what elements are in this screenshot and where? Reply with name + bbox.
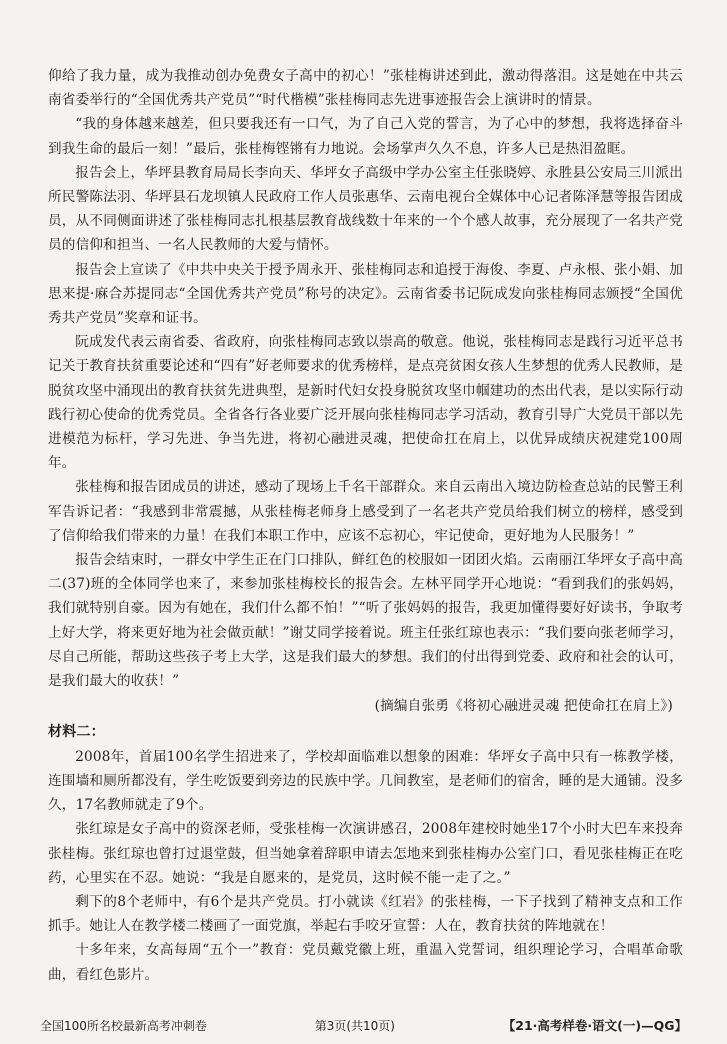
paragraph-3: 报告会上，华坪县教育局局长李向天、华坪女子高级中学办公室主任张晓婷、永胜县公安局三川派出所民警陈法羽、华坪县石龙坝镇人民政府工作人员张惠华、云南电视台全媒体中心记者陈泽慧等报告团成员，从不同侧面讲述了张桂梅同志扎根基层教育战线数十年来的一个个感人故事，充分展现了一名共产党员的信仰和担当、一名人民教师的大爱与情怀。 [48, 164, 683, 254]
paragraph-1: 仰给了我力量，成为我推动创办免费女子高中的初心！”张桂梅讲述到此，激动得落泪。这是她在中共云南省委举行的“全国优秀共产党员”“时代楷模”张桂梅同志先进事迹报告会上演讲时的情景。 [48, 68, 683, 109]
paragraph-9: 张红琼是女子高中的资深老师，受张桂梅一次演讲感召，2008年建校时她坐17个小时大巴车来投奔张桂梅。张红琼也曾打过退堂鼓，但当她拿着辞职申请去怎地来到张桂梅办公室门口，看见张桂梅正在吃药，心里实在不忍。她说：“我是自愿来的，是党员，这时候不能一走了之。” [48, 821, 683, 886]
page-footer [40, 1016, 687, 1034]
footer-paper-code: 【21·高考样卷·语文(一)—QG】 [502, 1018, 687, 1033]
article-body [48, 64, 683, 987]
paragraph-10: 剩下的8个老师中，有6个是共产党员。打小就读《红岩》的张桂梅，一下子找到了精神支点和工作抓手。她让人在教学楼二楼画了一面党旗，举起右手咬牙宣誓：人在，教育扶贫的阵地就在！ [48, 893, 683, 935]
footer-exam-series: 全国100所名校最新高考冲刺卷 [40, 1019, 207, 1033]
footer-page-number: 第3页(共10页) [314, 1019, 395, 1033]
section-heading-material-2: 材料二： [48, 724, 105, 741]
paragraph-4: 报告会上宣读了《中共中央关于授予周永开、张桂梅同志和追授于海俊、李夏、卢永根、张小娟、加思来提·麻合苏提同志“全国优秀共产党员”称号的决定》。云南省委书记阮成发向张桂梅同志颁授“全国优秀共产党员”奖章和证书。 [48, 261, 683, 327]
paragraph-5: 阮成发代表云南省委、省政府，向张桂梅同志致以崇高的敬意。他说，张桂梅同志是践行习近平总书记关于教育扶贫重要论述和“四有”好老师要求的优秀榜样，是点亮贫困女孩人生梦想的优秀人民教师，是脱贫攻坚中涌现出的教育扶贫先进典型，是新时代妇女投身脱贫攻坚巾帼建功的杰出代表，是以实际行动践行初心使命的优秀党员。全省各行各业要广泛开展向张桂梅同志学习活动，教育引导广大党员干部以先进模范为标杆，学习先进、争当先进，将初心融进灵魂，把使命扛在肩上，以优异成绩庆祝建党100周年。 [48, 334, 684, 472]
source-citation: (摘编自张勇《将初心融进灵魂 把使命扛在肩上》) [374, 698, 673, 715]
paragraph-8: 2008年，首届100名学生招进来了，学校却面临难以想象的困难：华坪女子高中只有一栋教学楼，连围墙和厕所都没有，学生吃饭要到旁边的民族中学。几间教室，是老师们的宿舍，睡的是大通铺。没多久，17名教师就走了9个。 [48, 748, 683, 814]
paragraph-7: 报告会结束时，一群女中学生正在门口排队，鲜红色的校服如一团团火焰。云南丽江华坪女子高中高二(37)班的全体同学也来了，来参加张桂梅校长的报告会。左林平同学开心地说：“看到我们的张妈妈，我们就特别自豪。因为有她在，我们什么都不怕！”“听了张妈妈的报告，我更加懂得要好好读书，争取考上好大学，将来更好地为社会做贡献！”谢艾同学接着说。班主任张红琼也表示：“我们要向张老师学习，尽自己所能，帮助这些孩子考上大学，这是我们最大的梦想。我们的付出得到党委、政府和社会的认可，是我们最大的收获！” [48, 552, 684, 690]
paragraph-6: 张桂梅和报告团成员的讲述，感动了现场上千名干部群众。来自云南出入境边防检查总站的民警王利军告诉记者：“我感到非常震撼，从张桂梅老师身上感受到了一名老共产党员给我们树立的榜样，感受到了信仰给我们带来的力量！在我们本职工作中，应该不忘初心，牢记使命，更好地为人民服务！” [48, 479, 683, 544]
paragraph-11: 十多年来，女高每周“五个一”教育：党员戴党徽上班，重温入党誓词，组织理论学习，合唱革命歌曲，看红色影片。 [48, 942, 683, 983]
paragraph-2: “我的身体越来越差，但只要我还有一口气，为了自己入党的誓言，为了心中的梦想，我将选择奋斗到我生命的最后一刻！”最后，张桂梅铿锵有力地说。会场掌声久久不息，许多人已是热泪盈眶。 [48, 116, 683, 157]
